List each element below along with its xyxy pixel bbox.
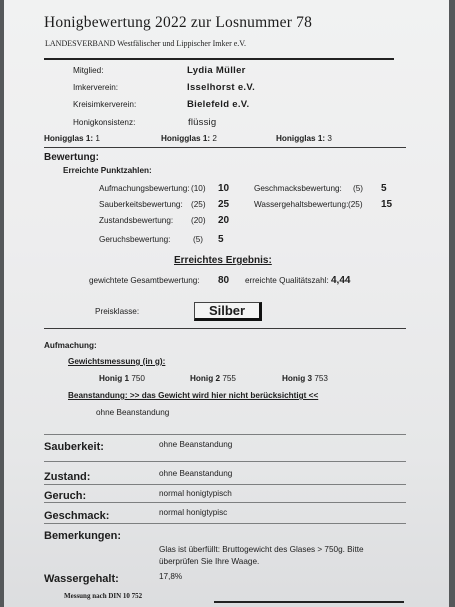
sauberkeit-value: ohne Beanstandung [159, 440, 233, 449]
geruch-value: normal honigtypisch [159, 489, 232, 498]
aufmachung-score-label: Aufmachungsbewertung: [99, 184, 190, 193]
page-title: Honigbewertung 2022 zur Losnummer 78 [44, 14, 313, 31]
bemerkungen-label: Bemerkungen: [44, 530, 122, 542]
bemerkungen-line-2: überprüfen Sie Ihre Waage. [159, 557, 260, 566]
sauberkeit-divider [44, 461, 406, 462]
zustand-value: ohne Beanstandung [159, 469, 233, 478]
zustand-score-max: (20) [191, 216, 206, 225]
geschmack-score-max: (5) [353, 184, 364, 193]
footer-rule [214, 601, 404, 603]
honigglas-2-label: Honigglas 1: [161, 134, 211, 143]
zustand-score: 20 [218, 215, 230, 226]
zustand-score-label: Zustandsbewertung: [99, 216, 174, 225]
sauberkeit-score: 25 [218, 199, 230, 210]
weight-honig-2-value: 755 [222, 374, 236, 383]
konsistenz-label: Honigkonsistenz: [73, 118, 136, 127]
glasses-divider [44, 147, 406, 148]
mitglied-value: Lydia Müller [187, 65, 246, 76]
page-subtitle: LANDESVERBAND Westfälischer und Lippischer Imker e.V. [45, 39, 247, 48]
imkerverein-value: Isselhorst e.V. [187, 82, 256, 93]
sauberkeit-score-max: (25) [191, 200, 206, 209]
honigglas-3 [276, 134, 332, 143]
weight-honig-3-label: Honig 3 [282, 374, 313, 383]
geschmack-value: normal honigtypisc [159, 508, 228, 517]
honigglas-3-label: Honigglas 1: [276, 134, 326, 143]
bemerkungen-line-1: Glas ist überfüllt: Bruttogewicht des Glases > 750g. Bitte [159, 545, 364, 554]
geschmack-score-label: Geschmacksbewertung: [254, 184, 342, 193]
honigglas-1 [44, 134, 100, 143]
ergebnis-divider [44, 328, 406, 329]
qualitaet-value: 4,44 [331, 275, 351, 286]
wassergehalt-score: 15 [381, 199, 393, 210]
weight-honig-3 [282, 374, 328, 383]
honigglas-2 [161, 134, 217, 143]
mitglied-label: Mitglied: [73, 66, 104, 75]
geschmack-divider [44, 523, 406, 524]
gewicht-heading: Gewichtsmessung (in g): [68, 357, 166, 366]
zustand-divider [44, 484, 406, 485]
sauberkeit-label: Sauberkeit: [44, 441, 104, 453]
weight-honig-2 [190, 374, 236, 383]
kreis-value: Bielefeld e.V. [187, 99, 250, 110]
konsistenz-value: flüssig [188, 117, 217, 128]
footer-note: Messung nach DIN 10 752 [64, 592, 143, 600]
honigglas-3-value: 3 [327, 134, 332, 143]
weight-honig-2-label: Honig 2 [190, 374, 221, 383]
honigglas-2-value: 2 [212, 134, 217, 143]
header-divider [44, 58, 394, 60]
geruch-label: Geruch: [44, 490, 87, 502]
bewertung-heading: Bewertung: [44, 152, 99, 163]
geruch-score: 5 [218, 234, 224, 245]
gesamt-label: gewichtete Gesamtbewertung: [89, 276, 200, 285]
preisklasse-label: Preisklasse: [95, 307, 140, 316]
geruch-divider [44, 502, 406, 503]
weight-honig-1-value: 750 [131, 374, 145, 383]
wassergehalt-score-max: (25) [348, 200, 363, 209]
geschmack-label: Geschmack: [44, 510, 110, 522]
zustand-label: Zustand: [44, 471, 91, 483]
kreis-label: Kreisimkerverein: [73, 100, 137, 109]
wassergehalt-score-label: Wassergehaltsbewertung: [254, 200, 349, 209]
sauberkeit-score-label: Sauberkeitsbewertung: [99, 200, 183, 209]
weight-honig-1-label: Honig 1 [99, 374, 130, 383]
geruch-score-max: (5) [193, 235, 204, 244]
aufmachung-heading: Aufmachung: [44, 341, 97, 350]
weight-honig-1 [99, 374, 145, 383]
imkerverein-label: Imkerverein: [73, 83, 119, 92]
preisklasse-badge: Silber [194, 302, 262, 321]
geruch-score-label: Geruchsbewertung: [99, 235, 171, 244]
wassergehalt-label: Wassergehalt: [44, 573, 119, 585]
aufmachung-score: 10 [218, 183, 230, 194]
gesamt-value: 80 [218, 275, 230, 286]
beanstandung-value: ohne Beanstandung [96, 408, 170, 417]
ergebnis-heading: Erreichtes Ergebnis: [174, 255, 272, 266]
evaluation-sheet [4, 0, 449, 607]
qualitaet-label: erreichte Qualitätszahl: [245, 276, 329, 285]
aufmachung-divider [44, 434, 406, 435]
honigglas-1-label: Honigglas 1: [44, 134, 94, 143]
aufmachung-score-max: (10) [191, 184, 206, 193]
punktzahlen-heading: Erreichte Punktzahlen: [63, 166, 152, 175]
beanstandung-heading: Beanstandung: >> das Gewicht wird hier nicht berücksichtigt << [68, 391, 319, 400]
wassergehalt-value: 17,8% [159, 572, 183, 581]
geschmack-score: 5 [381, 183, 387, 194]
weight-honig-3-value: 753 [314, 374, 328, 383]
honigglas-1-value: 1 [95, 134, 100, 143]
